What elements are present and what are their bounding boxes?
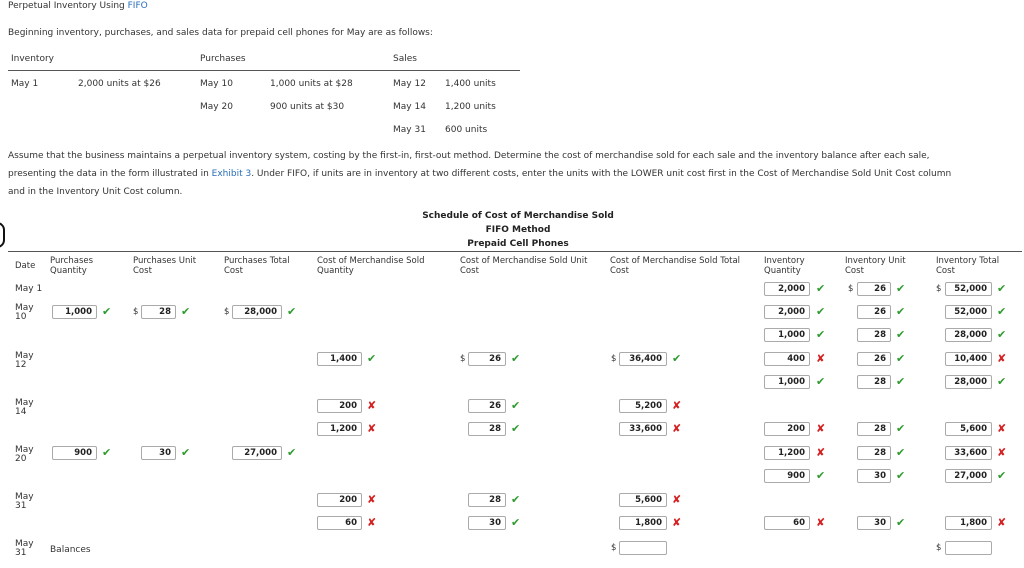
- bracket-decoration: [0, 222, 5, 248]
- check-icon: ✔: [816, 282, 826, 295]
- x-icon: ✘: [816, 352, 826, 365]
- inventory-quantity-input[interactable]: 400: [764, 352, 810, 366]
- check-icon: ✔: [816, 375, 826, 388]
- x-icon: ✘: [367, 516, 377, 529]
- dollar-sign: $: [133, 307, 139, 317]
- check-icon: ✔: [896, 328, 906, 341]
- check-icon: ✔: [997, 282, 1007, 295]
- title-prefix: Perpetual Inventory Using: [8, 1, 128, 11]
- check-icon: ✔: [896, 446, 906, 459]
- cms-total-cost-input[interactable]: 5,600: [619, 493, 667, 507]
- inventory-total-cost-input[interactable]: 52,000: [945, 282, 992, 296]
- cms-total-cost-input[interactable]: 5,200: [619, 399, 667, 413]
- check-icon: ✔: [511, 422, 521, 435]
- inventory-quantity-input[interactable]: 1,000: [764, 375, 810, 389]
- inventory-unit-cost-input[interactable]: 28: [857, 328, 891, 342]
- inventory-total-cost-input[interactable]: 28,000: [945, 375, 992, 389]
- inventory-total-cost-input[interactable]: 33,600: [945, 446, 992, 460]
- sale-desc: 600 units: [445, 125, 488, 135]
- row-date: May 14: [15, 398, 34, 417]
- x-icon: ✘: [816, 516, 826, 529]
- row-date: May 20: [15, 445, 34, 464]
- inventory-total-cost-input[interactable]: 28,000: [945, 328, 992, 342]
- purchases-unit-cost-input[interactable]: 28: [141, 305, 176, 319]
- inventory-quantity-input[interactable]: 2,000: [764, 305, 810, 319]
- dollar-sign: $: [611, 543, 617, 553]
- check-icon: ✔: [511, 399, 521, 412]
- col-cms-unit-cost: Cost of Merchandise Sold Unit Cost: [460, 256, 588, 276]
- cms-total-cost-input[interactable]: 33,600: [619, 422, 667, 436]
- cms-unit-cost-input[interactable]: 28: [468, 493, 506, 507]
- dollar-sign: $: [936, 543, 942, 553]
- sale-desc: 1,400 units: [445, 79, 496, 89]
- x-icon: ✘: [997, 446, 1007, 459]
- cms-total-cost-input[interactable]: 36,400: [619, 352, 667, 366]
- row-date: May 31: [15, 492, 34, 511]
- inventory-unit-cost-input[interactable]: 26: [857, 305, 891, 319]
- check-icon: ✔: [816, 469, 826, 482]
- dollar-sign: $: [224, 307, 230, 317]
- inventory-unit-cost-input[interactable]: 30: [857, 516, 891, 530]
- x-icon: ✘: [367, 493, 377, 506]
- purchase-date: May 20: [200, 102, 233, 112]
- inventory-date: May 1: [11, 79, 39, 89]
- check-icon: ✔: [997, 305, 1007, 318]
- cms-quantity-input[interactable]: 60: [317, 516, 362, 530]
- check-icon: ✔: [511, 352, 521, 365]
- purchases-quantity-input[interactable]: 900: [52, 446, 97, 460]
- dollar-sign: $: [848, 284, 854, 294]
- x-icon: ✘: [672, 516, 682, 529]
- inventory-quantity-input[interactable]: 900: [764, 469, 810, 483]
- check-icon: ✔: [896, 422, 906, 435]
- check-icon: ✔: [511, 493, 521, 506]
- balances-label: Balances: [50, 545, 91, 555]
- purchase-desc: 1,000 units at $28: [270, 79, 353, 89]
- inventory-quantity-input[interactable]: 1,000: [764, 328, 810, 342]
- row-date: May 12: [15, 351, 34, 370]
- inventory-total-cost-input[interactable]: 10,400: [945, 352, 992, 366]
- inventory-total-cost-input[interactable]: 52,000: [945, 305, 992, 319]
- row-date: May 31: [15, 539, 34, 558]
- check-icon: ✔: [511, 516, 521, 529]
- x-icon: ✘: [672, 399, 682, 412]
- cms-unit-cost-input[interactable]: 28: [468, 422, 506, 436]
- check-icon: ✔: [181, 446, 191, 459]
- instructions-line2: [8, 169, 951, 179]
- schedule-title: Schedule of Cost of Merchandise Sold: [422, 211, 614, 221]
- check-icon: ✔: [896, 352, 906, 365]
- inventory-quantity-input[interactable]: 1,200: [764, 446, 810, 460]
- inventory-unit-cost-input[interactable]: 30: [857, 469, 891, 483]
- cms-quantity-input[interactable]: 1,400: [317, 352, 362, 366]
- instructions-text: . Under FIFO, if units are in inventory at two different costs, enter the units with the LOWER unit cost first in the Cost of Merchandise Sold Unit Cost column: [251, 169, 952, 179]
- purchases-total-cost-input[interactable]: 28,000: [232, 305, 282, 319]
- x-icon: ✘: [367, 422, 377, 435]
- x-icon: ✘: [672, 493, 682, 506]
- inventory-quantity-input[interactable]: 200: [764, 422, 810, 436]
- col-cms-quantity: Cost of Merchandise Sold Quantity: [317, 256, 425, 276]
- check-icon: ✔: [997, 328, 1007, 341]
- x-icon: ✘: [997, 352, 1007, 365]
- check-icon: ✔: [896, 282, 906, 295]
- check-icon: ✔: [896, 516, 906, 529]
- col-inventory-total-cost: Inventory Total Cost: [936, 256, 1000, 276]
- col-cms-total-cost: Cost of Merchandise Sold Total Cost: [610, 256, 741, 276]
- check-icon: ✔: [102, 446, 112, 459]
- check-icon: ✔: [896, 469, 906, 482]
- x-icon: ✘: [997, 516, 1007, 529]
- inventory-unit-cost-input[interactable]: 28: [857, 375, 891, 389]
- x-icon: ✘: [816, 446, 826, 459]
- col-purchases-quantity: Purchases Quantity: [50, 256, 94, 276]
- check-icon: ✔: [816, 328, 826, 341]
- sale-desc: 1,200 units: [445, 102, 496, 112]
- instructions-text: presenting the data in the form illustrated in: [8, 169, 212, 179]
- purchase-date: May 10: [200, 79, 233, 89]
- check-icon: ✔: [672, 352, 682, 365]
- schedule-divider: [8, 251, 1022, 252]
- x-icon: ✘: [997, 422, 1007, 435]
- check-icon: ✔: [896, 375, 906, 388]
- dollar-sign: $: [611, 354, 617, 364]
- inventory-unit-cost-input[interactable]: 26: [857, 282, 891, 296]
- dollar-sign: $: [936, 284, 942, 294]
- row-date: May 10: [15, 303, 34, 322]
- header-purchases: Purchases: [200, 54, 246, 64]
- cms-unit-cost-input[interactable]: 26: [468, 352, 506, 366]
- inventory-desc: 2,000 units at $26: [78, 79, 161, 89]
- inventory-total-cost-input[interactable]: 5,600: [945, 422, 992, 436]
- check-icon: ✔: [367, 352, 377, 365]
- page-title: [8, 1, 148, 11]
- header-sales: Sales: [393, 54, 417, 64]
- sale-date: May 12: [393, 79, 426, 89]
- sale-date: May 31: [393, 125, 426, 135]
- check-icon: ✔: [816, 305, 826, 318]
- check-icon: ✔: [287, 305, 297, 318]
- col-inventory-quantity: Inventory Quantity: [764, 256, 805, 276]
- fifo-link[interactable]: FIFO: [127, 1, 148, 11]
- cms-total-cost-input[interactable]: 1,800: [619, 516, 667, 530]
- dollar-sign: $: [460, 354, 466, 364]
- row-date: May 1: [15, 284, 43, 294]
- check-icon: ✔: [997, 375, 1007, 388]
- intro-text: Beginning inventory, purchases, and sales data for prepaid cell phones for May are as follows:: [8, 28, 433, 38]
- purchase-desc: 900 units at $30: [270, 102, 345, 112]
- purchases-total-cost-input[interactable]: 27,000: [232, 446, 282, 460]
- check-icon: ✔: [287, 446, 297, 459]
- check-icon: ✔: [181, 305, 191, 318]
- exhibit-link[interactable]: Exhibit 3: [211, 169, 252, 179]
- schedule-product: Prepaid Cell Phones: [467, 239, 569, 249]
- cms-quantity-input[interactable]: 1,200: [317, 422, 362, 436]
- x-icon: ✘: [367, 399, 377, 412]
- inventory-unit-cost-input[interactable]: 28: [857, 422, 891, 436]
- col-inventory-unit-cost: Inventory Unit Cost: [845, 256, 906, 276]
- instructions-line1: Assume that the business maintains a perpetual inventory system, costing by the first-in, first-out method. Determine the cost of merchandise sold for each sale and the inventory balance after each sale,: [8, 151, 930, 161]
- check-icon: ✔: [896, 305, 906, 318]
- instructions-line3: and in the Inventory Unit Cost column.: [8, 187, 183, 197]
- cms-unit-cost-input[interactable]: 26: [468, 399, 506, 413]
- inventory-quantity-input[interactable]: 2,000: [764, 282, 810, 296]
- check-icon: ✔: [997, 469, 1007, 482]
- cms-quantity-input[interactable]: 200: [317, 399, 362, 413]
- inventory-unit-cost-input[interactable]: 28: [857, 446, 891, 460]
- inventory-total-balance-input[interactable]: [945, 541, 992, 555]
- schedule-method: FIFO Method: [485, 225, 551, 235]
- header-inventory: Inventory: [11, 54, 54, 64]
- purchases-unit-cost-input[interactable]: 30: [141, 446, 176, 460]
- sale-date: May 14: [393, 102, 426, 112]
- inventory-unit-cost-input[interactable]: 26: [857, 352, 891, 366]
- x-icon: ✘: [672, 422, 682, 435]
- cms-total-balance-input[interactable]: [619, 541, 667, 555]
- purchases-quantity-input[interactable]: 1,000: [52, 305, 97, 319]
- x-icon: ✘: [816, 422, 826, 435]
- check-icon: ✔: [102, 305, 112, 318]
- inventory-total-cost-input[interactable]: 1,800: [945, 516, 992, 530]
- col-date: Date: [15, 261, 36, 271]
- cms-unit-cost-input[interactable]: 30: [468, 516, 506, 530]
- inventory-total-cost-input[interactable]: 27,000: [945, 469, 992, 483]
- col-purchases-total-cost: Purchases Total Cost: [224, 256, 290, 276]
- table-divider: [8, 70, 520, 71]
- col-purchases-unit-cost: Purchases Unit Cost: [133, 256, 197, 276]
- cms-quantity-input[interactable]: 200: [317, 493, 362, 507]
- inventory-quantity-input[interactable]: 60: [764, 516, 810, 530]
